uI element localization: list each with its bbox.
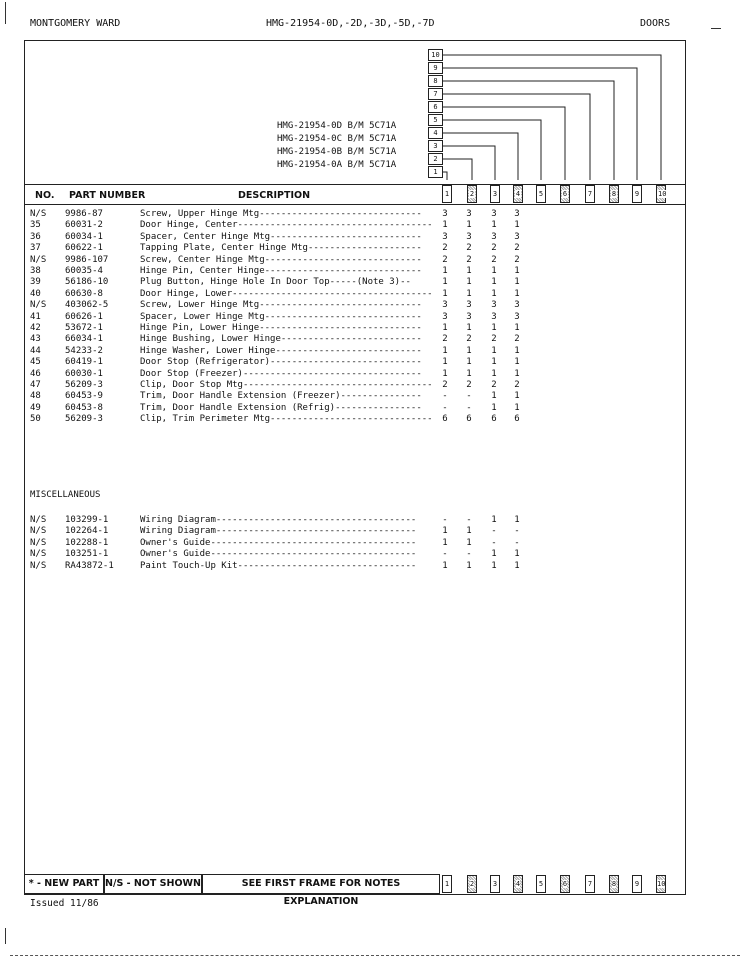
quantity: - [442,391,448,402]
model-entry: HMG-21954-0D B/M 5C71A [277,121,397,131]
column-number-box [442,875,452,893]
quantity: 1 [491,266,497,276]
part-description: Paint Touch-Up Kit--------------------------------- [140,560,417,571]
column-tag: 3 [428,140,443,152]
column-number: 5 [538,880,544,888]
item-number: 45 [30,357,41,368]
quantity: 1 [514,266,520,276]
legend-not-shown: N/S - NOT SHOWN [104,874,202,894]
quantity: 3 [514,209,520,219]
column-number-box [585,875,595,893]
column-number: 4 [515,190,521,198]
column-number: 5 [538,190,544,198]
quantity: 1 [491,277,497,288]
quantity: 3 [442,231,448,242]
quantity: 2 [442,243,448,254]
table-row [30,537,590,549]
quantity: 1 [466,323,472,333]
part-number: 60453-9 [65,391,103,402]
item-number: 37 [30,243,41,254]
column-number-box [632,875,642,893]
table-row [30,402,590,414]
quantity: 1 [442,323,448,333]
quantity: 2 [442,380,448,390]
quantity: - [514,537,520,548]
column-number-box [560,875,570,893]
quantity: 6 [466,414,472,425]
quantity: 3 [514,300,520,311]
item-number: N/S [30,254,47,265]
quantity: 3 [514,231,520,242]
column-number: 8 [611,190,617,198]
part-description: Clip, Trim Perimeter Mtg------------------------------ [140,414,433,425]
column-number: 10 [658,190,667,198]
table-row [30,390,590,402]
quantity: - [442,515,448,525]
quantity: 3 [491,231,497,242]
part-number: 56186-10 [65,277,109,288]
item-number: 43 [30,334,41,345]
callout-line [442,120,541,180]
item-number: 39 [30,277,41,288]
quantity: - [442,549,448,560]
item-number: 50 [30,414,41,425]
item-number: 46 [30,368,41,379]
part-description: Owner's Guide-------------------------------------- [140,549,417,560]
quantity: 1 [466,537,472,548]
column-tag: 10 [428,49,443,61]
quantity: 1 [491,220,497,231]
column-number: 1 [444,880,450,888]
column-tag: 5 [428,114,443,126]
quantity: 3 [514,311,520,322]
part-number: 56209-3 [65,414,103,425]
quantity: 1 [514,515,520,525]
quantity: 3 [466,231,472,242]
part-description: Hinge Pin, Center Hinge----------------------------- [140,266,422,276]
part-number: 60031-2 [65,220,103,231]
column-number: 6 [562,880,568,888]
quantity: 1 [466,277,472,288]
quantity: 1 [514,323,520,333]
table-row [30,525,590,537]
quantity: 2 [466,254,472,265]
item-number: 48 [30,391,41,402]
quantity: 1 [442,277,448,288]
quantity: 1 [466,368,472,379]
part-number: 103299-1 [65,515,109,525]
quantity: 1 [466,357,472,368]
model-numbers: HMG-21954-0D,-2D,-3D,-5D,-7D [266,18,435,29]
column-number: 10 [657,880,666,888]
quantity: 1 [514,288,520,299]
quantity: 3 [466,311,472,322]
quantity: 2 [514,380,520,390]
quantity: 2 [491,254,497,265]
part-description: Screw, Lower Hinge Mtg------------------------------ [140,300,422,311]
table-row [30,265,590,277]
quantity: 1 [466,266,472,276]
part-description: Hinge Bushing, Lower Hinge-------------------------- [140,334,422,345]
column-number: 8 [611,880,617,888]
table-row [30,333,590,345]
item-number: N/S [30,560,47,571]
part-number: 56209-3 [65,380,103,390]
item-number: N/S [30,549,47,560]
column-number-box [585,185,595,203]
quantity: 2 [491,334,497,345]
column-number-box [513,875,523,893]
column-number-box [656,875,666,893]
table-row [30,514,590,526]
part-description: Spacer, Lower Hinge Mtg----------------------------- [140,311,422,322]
column-number-box [536,875,546,893]
table-row [30,311,590,323]
callout-line [442,81,614,180]
part-number: 60030-1 [65,368,103,379]
quantity: 1 [466,560,472,571]
quantity: 2 [442,334,448,345]
item-number: 35 [30,220,41,231]
part-description: Screw, Upper Hinge Mtg------------------------------ [140,209,422,219]
quantity: 2 [466,334,472,345]
column-number: 6 [562,190,568,198]
part-description: Trim, Door Handle Extension (Refrig)---------------- [140,402,422,413]
column-number-box [656,185,666,203]
quantity: 1 [514,220,520,231]
callout-line [442,146,495,180]
quantity: - [466,402,472,413]
item-number: 49 [30,402,41,413]
table-row [30,368,590,380]
quantity: 2 [491,380,497,390]
column-number: 3 [492,190,498,198]
part-number: 60419-1 [65,357,103,368]
header-part-number: PART NUMBER [69,190,146,201]
quantity: 1 [491,402,497,413]
table-row [30,379,590,391]
quantity: 1 [491,515,497,525]
column-number: 2 [469,880,475,888]
column-tag: 1 [428,166,443,178]
column-number: 9 [634,190,640,198]
item-number: 38 [30,266,41,276]
table-row [30,560,590,572]
item-number: N/S [30,300,47,311]
table-row [30,208,590,220]
quantity: 3 [491,300,497,311]
model-column-callout [0,0,750,200]
part-description: Spacer, Center Hinge Mtg---------------------------- [140,231,422,242]
item-number: 40 [30,288,41,299]
quantity: 1 [514,277,520,288]
table-row [30,322,590,334]
part-number: 60630-8 [65,288,103,299]
quantity: 1 [442,288,448,299]
table-row [30,242,590,254]
quantity: 6 [442,414,448,425]
quantity: 1 [442,537,448,548]
column-number: 3 [492,880,498,888]
quantity: 1 [491,357,497,368]
quantity: 2 [442,254,448,265]
part-number: 60034-1 [65,231,103,242]
item-number: 47 [30,380,41,390]
column-number: 2 [469,190,475,198]
quantity: 1 [442,560,448,571]
column-number-box [632,185,642,203]
quantity: 1 [491,549,497,560]
misc-title: MISCELLANEOUS [30,490,101,500]
part-description: Screw, Center Hinge Mtg----------------------------- [140,254,422,265]
part-description: Wiring Diagram------------------------------------- [140,526,417,537]
item-number: 42 [30,323,41,333]
part-description: Hinge Pin, Lower Hinge------------------------------ [140,323,422,333]
quantity: 1 [442,368,448,379]
quantity: 1 [514,357,520,368]
part-description: Trim, Door Handle Extension (Freezer)--------------- [140,391,422,402]
quantity: 1 [514,560,520,571]
table-row [30,548,590,560]
quantity: 1 [514,345,520,356]
quantity: - [466,391,472,402]
quantity: 1 [442,526,448,537]
quantity: 1 [491,288,497,299]
column-tag: 4 [428,127,443,139]
item-number: N/S [30,515,47,525]
issued-date: Issued 11/86 [30,898,99,909]
quantity: - [442,402,448,413]
item-number: N/S [30,209,47,219]
quantity: 3 [442,311,448,322]
quantity: - [491,526,497,537]
column-number: 1 [444,190,450,198]
quantity: 6 [491,414,497,425]
callout-line [442,55,661,180]
quantity: 1 [442,345,448,356]
table-row [30,231,590,243]
quantity: 1 [466,288,472,299]
table-row [30,219,590,231]
column-number-box [490,185,500,203]
part-description: Door Stop (Freezer)--------------------------------- [140,368,422,379]
column-tag: 2 [428,153,443,165]
part-number: 53672-1 [65,323,103,333]
column-tag: 9 [428,62,443,74]
header-description: DESCRIPTION [238,190,311,201]
quantity: - [466,549,472,560]
column-tag: 6 [428,101,443,113]
quantity: 3 [442,300,448,311]
part-description: Clip, Door Stop Mtg----------------------------------- [140,380,433,390]
table-row [30,299,590,311]
part-number: 54233-2 [65,345,103,356]
quantity: 1 [491,368,497,379]
quantity: 3 [466,300,472,311]
column-number-box [609,185,619,203]
quantity: 2 [466,243,472,254]
quantity: 1 [442,266,448,276]
quantity: 2 [514,254,520,265]
table-row [30,254,590,266]
quantity: - [491,537,497,548]
quantity: 2 [514,243,520,254]
quantity: 6 [514,414,520,425]
callout-line [442,133,518,180]
part-description: Tapping Plate, Center Hinge Mtg--------------------- [140,243,422,254]
model-entry: HMG-21954-0A B/M 5C71A [277,160,397,170]
column-number-box [513,185,523,203]
model-entry: HMG-21954-0C B/M 5C71A [277,134,397,144]
table-row [30,356,590,368]
column-number: 7 [587,190,593,198]
table-row [30,288,590,300]
quantity: 1 [491,560,497,571]
table-row [30,276,590,288]
column-number-box [467,875,477,893]
part-number: 102264-1 [65,526,109,537]
quantity: 2 [466,380,472,390]
quantity: 1 [514,549,520,560]
bottom-rule [10,955,740,956]
quantity: 1 [514,391,520,402]
quantity: 3 [491,311,497,322]
item-number: 36 [30,231,41,242]
column-number-box [560,185,570,203]
margin-tick-bottom [5,928,6,944]
quantity: - [514,526,520,537]
quantity: 1 [491,323,497,333]
quantity: 1 [514,368,520,379]
quantity: - [466,515,472,525]
part-description: Door Hinge, Center------------------------------------ [140,220,433,231]
header-no: NO. [35,190,55,201]
column-number: 9 [634,880,640,888]
quantity: 3 [491,209,497,219]
quantity: 1 [491,391,497,402]
part-number: 60626-1 [65,311,103,322]
brand-name: MONTGOMERY WARD [30,18,121,29]
quantity: 1 [514,402,520,413]
quantity: 1 [466,220,472,231]
column-tag: 8 [428,75,443,87]
part-description: Owner's Guide-------------------------------------- [140,537,417,548]
part-description: Door Hinge, Lower------------------------------------- [140,288,433,299]
column-number: 4 [515,880,521,888]
column-number-box [490,875,500,893]
part-number: 403062-5 [65,300,109,311]
part-number: 60453-8 [65,402,103,413]
column-number-box [536,185,546,203]
item-number: N/S [30,526,47,537]
part-number: 103251-1 [65,549,109,560]
callout-line [442,68,637,180]
part-number: 66034-1 [65,334,103,345]
legend-new-part: * - NEW PART [24,874,104,894]
quantity: 1 [466,345,472,356]
part-number: 9986-87 [65,209,103,219]
part-description: Door Stop (Refrigerator)---------------------------- [140,357,422,368]
quantity: 3 [466,209,472,219]
quantity: 1 [442,220,448,231]
column-number-box [467,185,477,203]
quantity: 1 [491,345,497,356]
column-number: 7 [587,880,593,888]
section-title: DOORS [640,18,671,29]
item-number: 44 [30,345,41,356]
quantity: 1 [442,357,448,368]
model-entry: HMG-21954-0B B/M 5C71A [277,147,397,157]
part-description: Wiring Diagram------------------------------------- [140,515,417,525]
quantity: 2 [514,334,520,345]
part-description: Hinge Washer, Lower Hinge--------------------------- [140,345,422,356]
item-number: 41 [30,311,41,322]
column-tag: 7 [428,88,443,100]
part-number: 9986-107 [65,254,109,265]
callout-line [442,107,565,180]
part-number: RA43872-1 [65,560,114,571]
part-number: 102288-1 [65,537,109,548]
part-description: Plug Button, Hinge Hole In Door Top-----(Note 3)-- [140,277,411,288]
quantity: 3 [442,209,448,219]
part-number: 60035-4 [65,266,103,276]
column-number-box [442,185,452,203]
legend-notes: SEE FIRST FRAME FOR NOTES EXPLANATION [202,874,440,894]
quantity: 2 [491,243,497,254]
column-number-box [609,875,619,893]
part-number: 60622-1 [65,243,103,254]
table-row [30,413,590,425]
quantity: 1 [466,526,472,537]
table-row [30,345,590,357]
item-number: N/S [30,537,47,548]
